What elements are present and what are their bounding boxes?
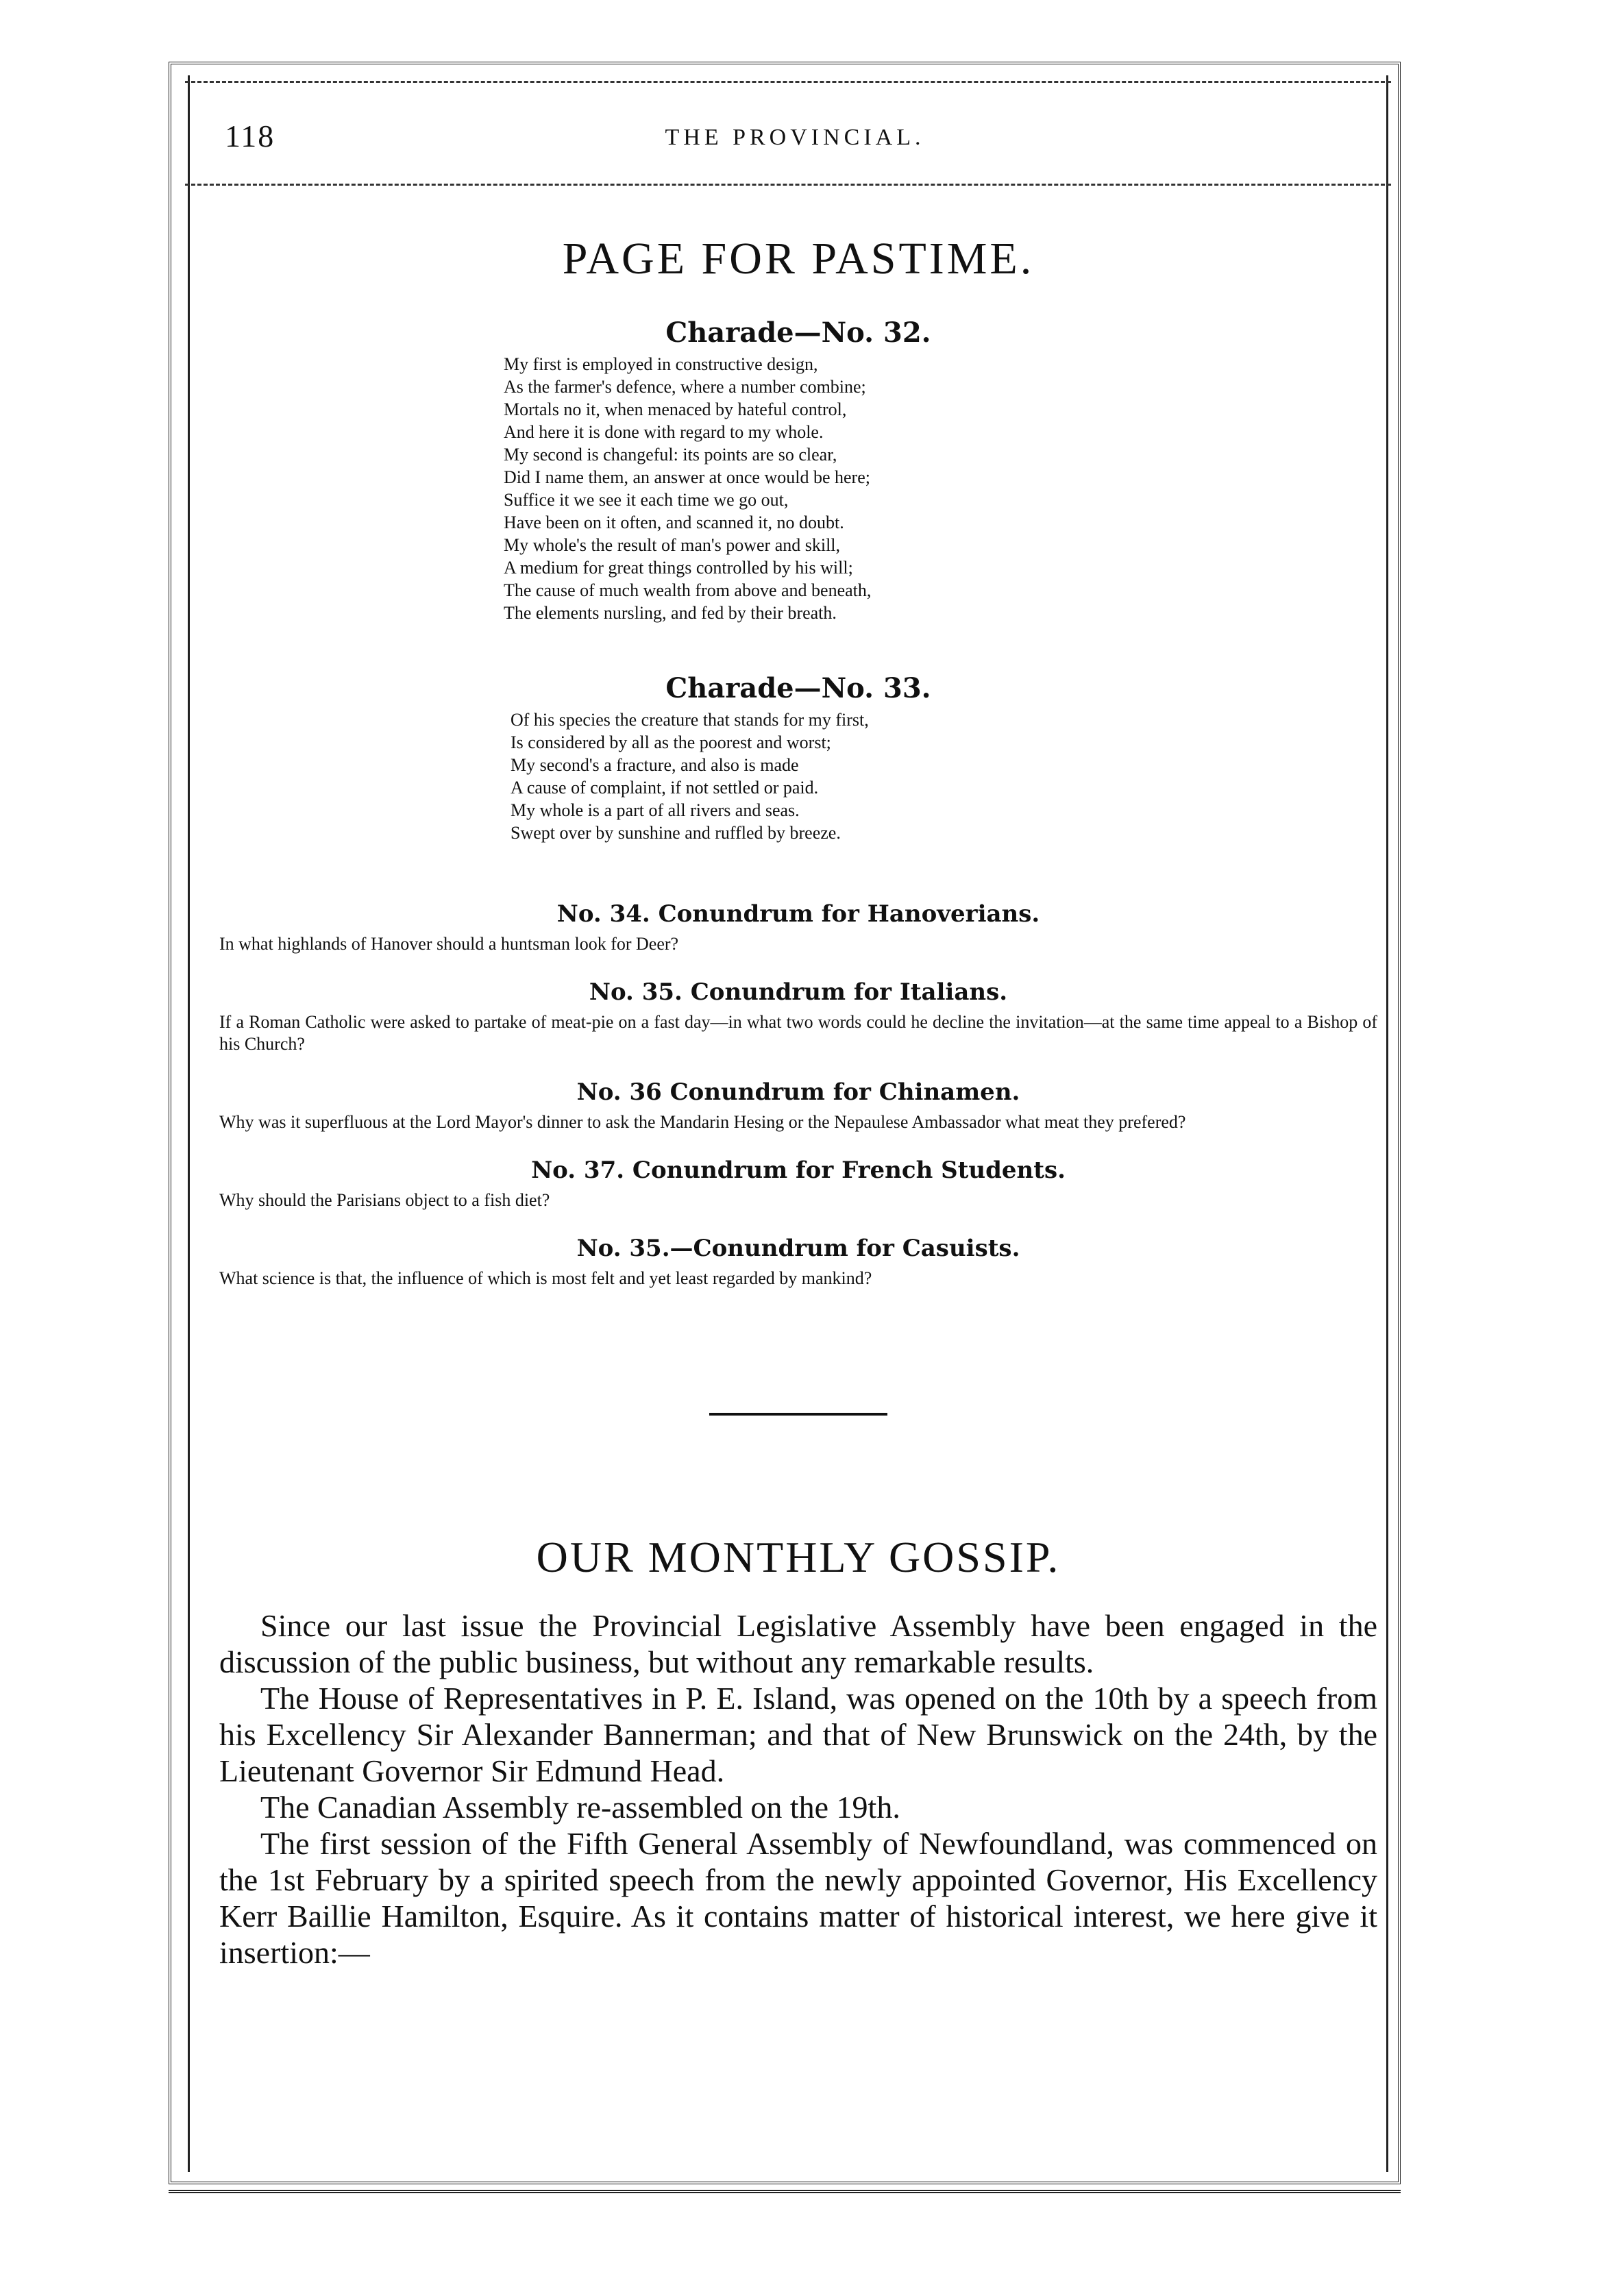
verse-line: Did I name them, an answer at once would be here; bbox=[504, 467, 870, 487]
charade-33-verse bbox=[511, 708, 1086, 844]
running-title: THE PROVINCIAL. bbox=[665, 125, 925, 150]
gossip-title: OUR MONTHLY GOSSIP. bbox=[536, 1533, 1061, 1581]
verse-line: Swept over by sunshine and ruffled by breeze. bbox=[511, 823, 841, 843]
conundrum-question: If a Roman Catholic were asked to partake of meat-pie on a fast day—in what two words could he decline the invitation—at the same time appeal to a Bishop of his Church? bbox=[219, 1012, 1377, 1054]
page-border-bottom bbox=[169, 2190, 1401, 2193]
verse-line: My second's a fracture, and also is made bbox=[511, 755, 799, 775]
gossip-paragraph: The House of Representatives in P. E. Island, was opened on the 10th by a speech from his Excellency Sir Alexander Bannerman; and that of New Brunswick on the 24th, by the Lieutenant Governor Sir Edmund Head. bbox=[219, 1681, 1377, 1788]
verse-line: My second is changeful: its points are so clear, bbox=[504, 445, 837, 465]
running-header bbox=[219, 118, 1370, 159]
gossip-paragraph: The Canadian Assembly re-assembled on the 19th. bbox=[260, 1790, 900, 1825]
gossip-body bbox=[219, 1607, 1377, 1971]
gossip-paragraph: The first session of the Fifth General Assembly of Newfoundland, was commenced on the 1st February by a spirited speech from the newly appointed Governor, His Excellency Kerr Baillie Hamilton, Esquire. As it contains matter of historical interest, we here give it insertion:— bbox=[219, 1826, 1377, 1970]
verse-line: The cause of much wealth from above and beneath, bbox=[504, 580, 872, 600]
conundrum-question: What science is that, the influence of which is most felt and yet least regarded by mankind? bbox=[219, 1268, 872, 1288]
conundrum-35 bbox=[219, 978, 1377, 1055]
verse-line: The elements nursling, and fed by their breath. bbox=[504, 603, 837, 623]
conundrum-title: No. 37. Conundrum for French Students. bbox=[531, 1157, 1066, 1184]
conundrum-question: Why was it superfluous at the Lord Mayor's dinner to ask the Mandarin Hesing or the Nepaulese Ambassador what meat they prefered? bbox=[219, 1112, 1186, 1132]
conundrum-title: No. 35.—Conundrum for Casuists. bbox=[576, 1235, 1020, 1262]
charade-33-title: Charade—No. 33. bbox=[665, 672, 931, 704]
header-rule-bottom bbox=[185, 184, 1391, 186]
verse-line: Of his species the creature that stands for my first, bbox=[511, 710, 869, 730]
verse-line: My whole's the result of man's power and skill, bbox=[504, 535, 841, 555]
verse-line: A medium for great things controlled by his will; bbox=[504, 558, 853, 578]
charade-32-verse bbox=[504, 353, 1093, 624]
conundrum-34 bbox=[219, 900, 1377, 955]
conundrum-title: No. 36 Conundrum for Chinamen. bbox=[576, 1078, 1020, 1106]
verse-line: A cause of complaint, if not settled or paid. bbox=[511, 778, 819, 798]
verse-line: Have been on it often, and scanned it, no doubt. bbox=[504, 513, 844, 532]
pastime-title: PAGE FOR PASTIME. bbox=[562, 234, 1035, 284]
verse-line: And here it is done with regard to my whole. bbox=[504, 422, 824, 442]
section-divider bbox=[709, 1413, 887, 1416]
verse-line: Suffice it we see it each time we go out, bbox=[504, 490, 789, 510]
verse-line: My whole is a part of all rivers and seas. bbox=[511, 800, 800, 820]
verse-line: Mortals no it, when menaced by hateful control, bbox=[504, 399, 847, 419]
charade-32 bbox=[219, 317, 1377, 624]
charade-32-title: Charade—No. 32. bbox=[665, 317, 931, 349]
conundrum-title: No. 35. Conundrum for Italians. bbox=[589, 978, 1008, 1006]
page-content bbox=[219, 233, 1377, 1971]
gossip-paragraph: Since our last issue the Provincial Legislative Assembly have been engaged in the discussion of the public business, but without any remarkable results. bbox=[219, 1608, 1377, 1679]
verse-line: My first is employed in constructive design, bbox=[504, 354, 818, 374]
header-rule-top bbox=[185, 81, 1391, 83]
page-number: 118 bbox=[225, 119, 275, 153]
verse-line: Is considered by all as the poorest and worst; bbox=[511, 732, 831, 752]
conundrum-question: Why should the Parisians object to a fish diet? bbox=[219, 1190, 550, 1210]
conundrum-36 bbox=[219, 1078, 1377, 1133]
conundrum-37 bbox=[219, 1157, 1377, 1211]
conundrum-casuists bbox=[219, 1235, 1377, 1289]
verse-line: As the farmer's defence, where a number combine; bbox=[504, 377, 866, 397]
conundrum-question: In what highlands of Hanover should a huntsman look for Deer? bbox=[219, 934, 679, 954]
conundrum-title: No. 34. Conundrum for Hanoverians. bbox=[556, 900, 1040, 928]
charade-33 bbox=[219, 672, 1377, 844]
